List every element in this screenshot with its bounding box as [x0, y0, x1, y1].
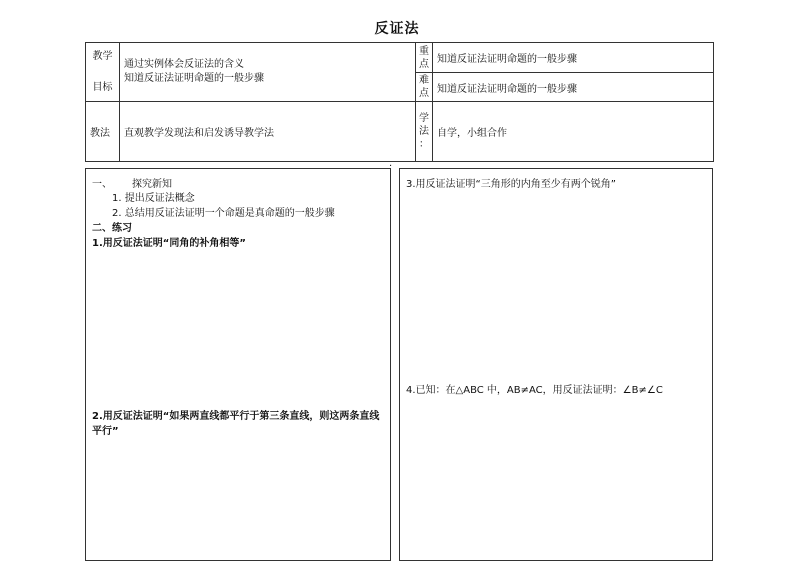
key-point-label: 重 点 — [416, 43, 433, 73]
separator-dot: . — [389, 158, 393, 169]
section1-item-2: 2. 总结用反证法证明一个命题是真命题的一般步骤 — [112, 208, 335, 219]
section1-title: 探究新知 — [132, 179, 172, 190]
difficulty-text: 知道反证法证明命题的一般步骤 — [433, 73, 714, 102]
method-label: 教法 — [86, 102, 120, 162]
section1-item-1: 1. 提出反证法概念 — [112, 193, 195, 204]
goal-label: 教学 目标 — [86, 43, 120, 102]
exercise-2: 2.用反证法证明“如果两直线都平行于第三条直线，则这两条直线平行” — [92, 411, 380, 437]
right-panel — [399, 168, 713, 561]
lesson-info-table — [85, 42, 714, 162]
key-point-text: 知道反证法证明命题的一般步骤 — [433, 43, 714, 73]
section2-title: 二、练习 — [92, 223, 132, 234]
study-label: 学 法 ： — [416, 102, 433, 162]
goal-text: 通过实例体会反证法的含义 知道反证法证明命题的一般步骤 — [120, 43, 416, 102]
section1-number: 一、 — [92, 179, 112, 190]
exercise-4: 4.已知：在△ABC 中，AB≠AC，用反证法证明：∠B≠∠C — [406, 385, 663, 396]
method-text: 直观教学发现法和启发诱导教学法 — [120, 102, 416, 162]
study-text: 自学，小组合作 — [433, 102, 714, 162]
left-panel — [85, 168, 391, 561]
exercise-1: 1.用反证法证明“同角的补角相等” — [92, 238, 246, 249]
page-title: 反证法 — [374, 21, 420, 37]
difficulty-label: 难 点 — [416, 73, 433, 102]
exercise-3: 3.用反证法证明“三角形的内角至少有两个锐角” — [406, 179, 616, 190]
